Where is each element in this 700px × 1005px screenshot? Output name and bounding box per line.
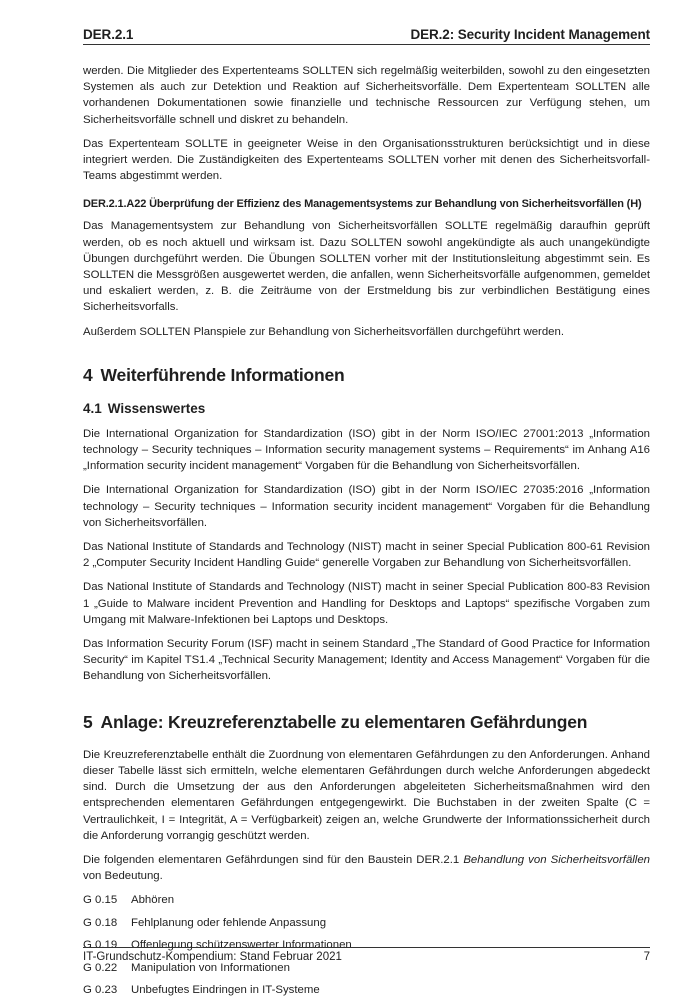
section-number: 5 (83, 711, 93, 732)
list-item (83, 892, 650, 908)
section-heading (83, 711, 650, 733)
body-paragraph (83, 852, 650, 884)
threat-code: G 0.18 (83, 916, 118, 929)
threat-label: Abhören (131, 894, 175, 907)
text-run: Die folgenden elementaren Gefährdungen sind für den Baustein DER.2.1 (83, 853, 464, 866)
requirement-title: DER.2.1.A22 Überprüfung der Effizienz des Managementsystems zur Behandlung von Sicherheitsvorfällen (H) (83, 198, 642, 211)
threat-label: Manipulation von Informationen (131, 961, 290, 974)
threat-list (83, 892, 650, 998)
document-page (83, 0, 651, 997)
threat-code: G 0.22 (83, 961, 118, 974)
header-chapter-title: DER.2: Security Incident Management (410, 27, 650, 42)
footer-edition: IT-Grundschutz-Kompendium: Stand Februar 2021 (83, 951, 342, 963)
module-name-italic: Behandlung von Sicherheitsvorfällen (463, 853, 651, 866)
threat-label: Offenlegung schützenswerter Informationen (131, 939, 352, 952)
header-module-id: DER.2.1 (83, 27, 134, 42)
threat-label: Fehlplanung oder fehlende Anpassung (131, 916, 327, 929)
requirement-paragraph: Außerdem SOLLTEN Planspiele zur Behandlung von Sicherheitsvorfällen durchgeführt werden. (83, 325, 564, 338)
subsection-number: 4.1 (83, 400, 102, 416)
body-paragraph: Das Expertenteam SOLLTE in geeigneter Weise in den Organisationsstrukturen berücksichtigt und in diese integriert werden. Die Zuständigkeiten des Expertenteams SOLLTEN vorher mit denen des Sicherheitsvorfall-Teams abgestimmt werden. (83, 137, 650, 183)
page-content (83, 63, 650, 1005)
threat-code: G 0.19 (83, 939, 118, 952)
section-number: 4 (83, 364, 93, 385)
page-number: 7 (643, 951, 650, 963)
reference-paragraph: Das National Institute of Standards and Technology (NIST) macht in seiner Special Publication 800-83 Revision 1 „Guide to Malware incident Prevention and Handling for Desktops and Laptops“ spezifische Vorgaben zum Umgang mit Malware-Infektionen bei Laptops und Desktops. (83, 581, 650, 626)
threat-code: G 0.15 (83, 894, 118, 907)
body-paragraph: Die Kreuzreferenztabelle enthält die Zuordnung von elementaren Gefährdungen zu den Anforderungen. Anhand dieser Tabelle lässt sich ermitteln, welche elementaren Gefährdungen durch welche Anforderungen abgedeckt sind. Durch die Umsetzung der aus den Anforderungen abgeleiteten Sicherheitsmaßnahmen wird den entsprechenden elementaren Gefährdungen entgegengewirkt. Die Buchstaben in der zweiten Spalte (C = Vertraulichkeit, I = Integrität, A = Verfügbarkeit) zeigen an, welche Grundwerte der Informationssicherheit durch die Anforderung vorrangig geschützt werden. (83, 748, 650, 842)
page-header (83, 18, 650, 42)
reference-paragraph: Das National Institute of Standards and Technology (NIST) macht in seiner Special Publication 800-61 Revision 2 „Computer Security Incident Handling Guide“ generelle Vorgaben zur Behandlung von Sicherheitsvorfällen. (83, 541, 650, 570)
section-title: Weiterführende Informationen (100, 364, 345, 385)
section-title: Anlage: Kreuzreferenztabelle zu elementaren Gefährdungen (100, 711, 588, 732)
requirement-paragraph: Das Managementsystem zur Behandlung von Sicherheitsvorfällen SOLLTE regelmäßig daraufhin geprüft werden, ob es noch aktuell und wirksam ist. Dazu SOLLTEN sowohl angekündigte als auch unangekündigte Übungen durchgeführt werden. Die Übungen SOLLTEN vorher mit der Institutionsleitung abgestimmt sein. Es SOLLTEN die Messgrößen ausgewertet werden, die anfallen, wenn Sicherheitsvorfälle aufgenommen, gemeldet und eskaliert werden, z. B. die Zeiträume von der Erstmeldung bis zur verbindlichen Bestätigung eines Sicherheitsvorfalls. (83, 220, 650, 314)
reference-paragraph: Die International Organization for Standardization (ISO) gibt in der Norm ISO/IEC 27001:2013 „Information technology – Security techniques – Information security management systems – Requirements“ im Anhang A16 „Information security incident management“ Vorgaben für die Behandlung von Sicherheitsvorfällen. (83, 427, 650, 473)
body-paragraph: werden. Die Mitglieder des Expertenteams SOLLTEN sich regelmäßig weiterbilden, sowohl zu den eingesetzten Systemen als auch zur Detektion und Reaktion auf Sicherheitsvorfälle. Dem Expertenteam SOLLTEN alle vorhandenen Dokumentationen sowie finanzielle und technische Ressourcen zur Verfügung stehen, um Sicherheitsvorfälle schnell und diskret zu behandeln. (83, 65, 650, 126)
subsection-heading (83, 400, 650, 418)
reference-paragraph: Das Information Security Forum (ISF) macht in seinem Standard „The Standard of Good Practice for Information Security“ im Kapitel TS1.4 „Technical Security Management; Identity and Access Management“ Vorgaben für die Behandlung von Sicherheitsvorfällen. (83, 638, 650, 683)
section-heading (83, 364, 650, 386)
reference-paragraph: Die International Organization for Standardization (ISO) gibt in der Norm ISO/IEC 27035:2016 „Information technology – Security techniques – Information security incident management“ Vorgaben für die Behandlung von Sicherheitsvorfällen. (83, 484, 650, 529)
text-run: von Bedeutung. (83, 870, 163, 883)
page-footer (83, 951, 650, 963)
threat-label: Unbefugtes Eindringen in IT-Systeme (131, 984, 320, 997)
footer-divider (83, 947, 650, 948)
subsection-title: Wissenswertes (107, 400, 206, 416)
list-item (83, 982, 650, 998)
list-item (83, 915, 650, 931)
header-divider (83, 44, 650, 45)
threat-code: G 0.23 (83, 984, 118, 997)
